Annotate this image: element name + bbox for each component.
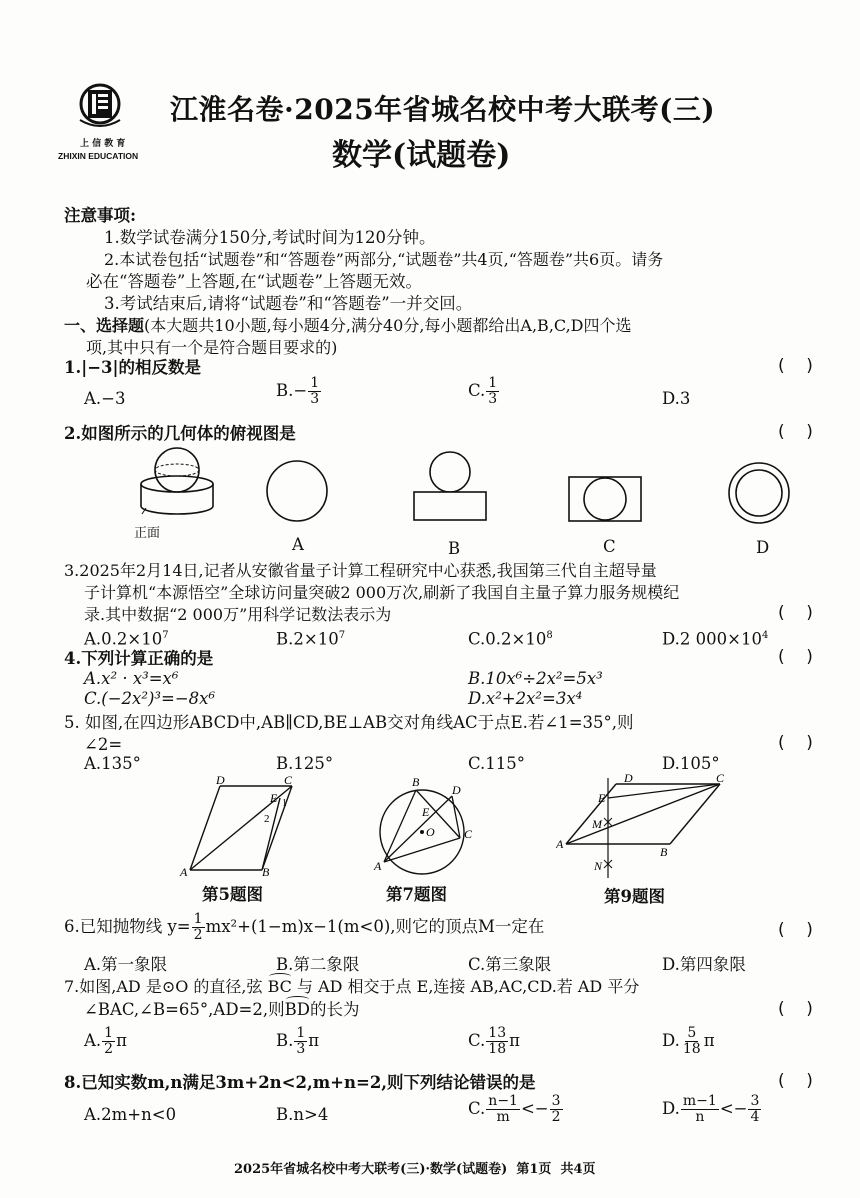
q7-line2: ∠BAC,∠B=65°,AD=2,则BD的长为 <box>84 1000 360 1019</box>
q2-option-a-figure <box>262 456 332 526</box>
q2-front-label: 正面 <box>134 526 161 541</box>
q1-stem: 1.|−3|的相反数是 <box>64 358 202 377</box>
q8-option-c: C. $\frac{n-1}{m}$ <− $\frac{3}{2}$ <box>468 1093 561 1125</box>
fig5-label-a: A <box>180 865 188 879</box>
q5-line1: 5. 如图,在四边形ABCD中,AB∥CD,BE⊥AB交对角线AC于点E.若∠1=35°,则 <box>64 713 634 732</box>
page-subtitle: 数学(试题卷) <box>332 138 511 173</box>
fig5-label-e: E <box>270 791 278 805</box>
q5-option-d: D.105° <box>662 754 720 773</box>
fig9-label-c: C <box>716 771 725 785</box>
q3-option-c: $C.0.2\times 10^8$ <box>468 629 553 649</box>
answer-paren: ( ) <box>778 356 813 376</box>
answer-paren: ( ) <box>778 422 813 442</box>
q1-option-d: D.3 <box>662 389 691 408</box>
q6-stem: 6.已知抛物线 y= $\frac{1}{2}$ mx²+(1−m)x−1(m<0),则它的顶点M一定在 <box>64 911 545 943</box>
answer-paren: ( ) <box>778 920 813 940</box>
fig9-label-b: B <box>660 845 668 859</box>
section-desc: 项,其中只有一个是符合题目要求的) <box>86 338 338 357</box>
q2-label-a: A <box>292 535 304 554</box>
fig9-label-a: A <box>556 837 564 851</box>
q4-stem: 4.下列计算正确的是 <box>64 649 214 668</box>
q1-option-a: A.−3 <box>84 389 126 408</box>
q6-option-c: C.第三象限 <box>468 955 552 974</box>
fig9-label-n: N <box>594 859 603 873</box>
q1-option-c: C. $\frac{1}{3}$ <box>468 375 498 407</box>
fig7-label-e: E <box>422 805 430 819</box>
logo <box>58 80 168 160</box>
page-footer: 2025年省城名校中考大联考(三)·数学(试题卷) 第1页 共4页 <box>234 1162 596 1177</box>
figure-q5 <box>176 776 306 882</box>
figure-q7 <box>372 776 482 882</box>
q1-option-b: B.− $\frac{1}{3}$ <box>276 375 320 407</box>
fig7-label-b: B <box>412 776 420 789</box>
q7-line1: 7.如图,AD 是⊙O 的直径,弦 BC 与 AD 相交于点 E,连接 AB,AC,CD.若 AD 平分 <box>64 977 640 996</box>
q5-option-b: B.125° <box>276 754 334 773</box>
q2-option-b-figure <box>410 448 490 528</box>
fig7-label-a: A <box>374 859 382 873</box>
notice-heading: 注意事项: <box>64 206 137 225</box>
q2-stem: 2.如图所示的几何体的俯视图是 <box>64 424 296 443</box>
answer-paren: ( ) <box>778 647 813 667</box>
q5-option-a: A.135° <box>84 754 141 773</box>
q3-line3: 录.其中数据“2 000万”用科学记数法表示为 <box>84 605 392 624</box>
answer-paren: ( ) <box>778 733 813 753</box>
fig7-label-c: C <box>464 827 473 841</box>
section-header: 一、选择题(本大题共10小题,每小题4分,满分40分,每小题都给出A,B,C,D四个选 <box>64 316 632 335</box>
fig9-label-m: M <box>592 817 602 831</box>
fig5-label-c: C <box>284 776 293 787</box>
q8-option-b: B.n>4 <box>276 1105 329 1124</box>
notice-item: 2.本试卷包括“试题卷”和“答题卷”两部分,“试题卷”共4页,“答题卷”共6页。请务 <box>104 250 664 269</box>
fig9-label-e: E <box>598 791 606 805</box>
q7-option-b: B. $\frac{1}{3}$ π <box>276 1025 320 1057</box>
logo-text: 上 信 教 育 <box>80 139 126 149</box>
fig7-label-o: O <box>426 825 435 839</box>
q6-option-d: D.第四象限 <box>662 955 746 974</box>
q2-label-c: C <box>603 537 616 556</box>
q4-option-d: D.x²+2x²=3x⁴ <box>468 689 583 708</box>
fig5-label-b: B <box>262 865 270 879</box>
q7-option-c: C. $\frac{13}{18}$ π <box>468 1025 520 1057</box>
notice-item: 3.考试结束后,请将“试题卷”和“答题卷”一并交回。 <box>104 294 473 313</box>
q6-option-b: B.第二象限 <box>276 955 360 974</box>
q2-option-d-figure <box>724 458 794 528</box>
fig5-label-2: 2 <box>264 813 270 825</box>
q3-line2: 子计算机“本源悟空”全球访问量突破2 000万次,刷新了我国自主量子算力服务规模纪 <box>84 583 680 602</box>
fig7-label-d: D <box>452 783 461 797</box>
answer-paren: ( ) <box>778 1071 813 1091</box>
logo-sub: ZHIXIN EDUCATION <box>58 151 139 161</box>
q2-label-d: D <box>756 538 770 557</box>
q2-label-b: B <box>448 539 461 558</box>
q8-option-a: A.2m+n<0 <box>84 1105 177 1124</box>
q8-option-d: D. $\frac{m-1}{n}$ <− $\frac{3}{4}$ <box>662 1093 760 1125</box>
q7-option-a: A. $\frac{1}{2}$ π <box>84 1025 127 1057</box>
figure-caption-q9: 第9题图 <box>604 887 665 906</box>
q5-option-c: C.115° <box>468 754 526 773</box>
q3-line1: 3.2025年2月14日,记者从安徽省量子计算工程研究中心获悉,我国第三代自主超导量 <box>64 561 657 580</box>
fig9-label-d: D <box>624 771 633 785</box>
q3-option-a: $A.0.2\times 10^7$ <box>84 629 169 649</box>
figure-caption-q7: 第7题图 <box>386 885 447 904</box>
fig5-label-d: D <box>216 776 225 787</box>
q6-option-a: A.第一象限 <box>84 955 168 974</box>
q3-option-b: $B.2\times 10^7$ <box>276 629 346 649</box>
figure-caption-q5: 第5题图 <box>202 885 263 904</box>
q5-line2: ∠2= <box>84 735 123 754</box>
answer-paren: ( ) <box>778 999 813 1019</box>
fig5-label-1: 1 <box>282 798 287 809</box>
q2-option-c-figure <box>566 474 646 526</box>
q4-option-b: B.10x⁶÷2x²=5x³ <box>468 669 603 688</box>
notice-item: 必在“答题卷”上答题,在“试题卷”上答题无效。 <box>86 272 422 291</box>
answer-paren: ( ) <box>778 603 813 623</box>
q4-option-c: C.(−2x²)³=−8x⁶ <box>84 689 216 708</box>
q3-option-d: D.2 $000\times 10^4$ <box>662 629 769 649</box>
figure-q9 <box>556 770 736 882</box>
page-title: 江淮名卷·2025年省城名校中考大联考(三) <box>170 93 716 126</box>
q4-option-a: A.x² · x³=x⁶ <box>84 669 179 688</box>
q7-option-d: D. $\frac{5}{18}$ π <box>662 1025 715 1057</box>
q8-stem: 8.已知实数m,n满足3m+2n<2,m+n=2,则下列结论错误的是 <box>64 1073 536 1092</box>
notice-item: 1.数学试卷满分150分,考试时间为120分钟。 <box>104 228 436 247</box>
logo-emblem-icon <box>58 80 168 136</box>
